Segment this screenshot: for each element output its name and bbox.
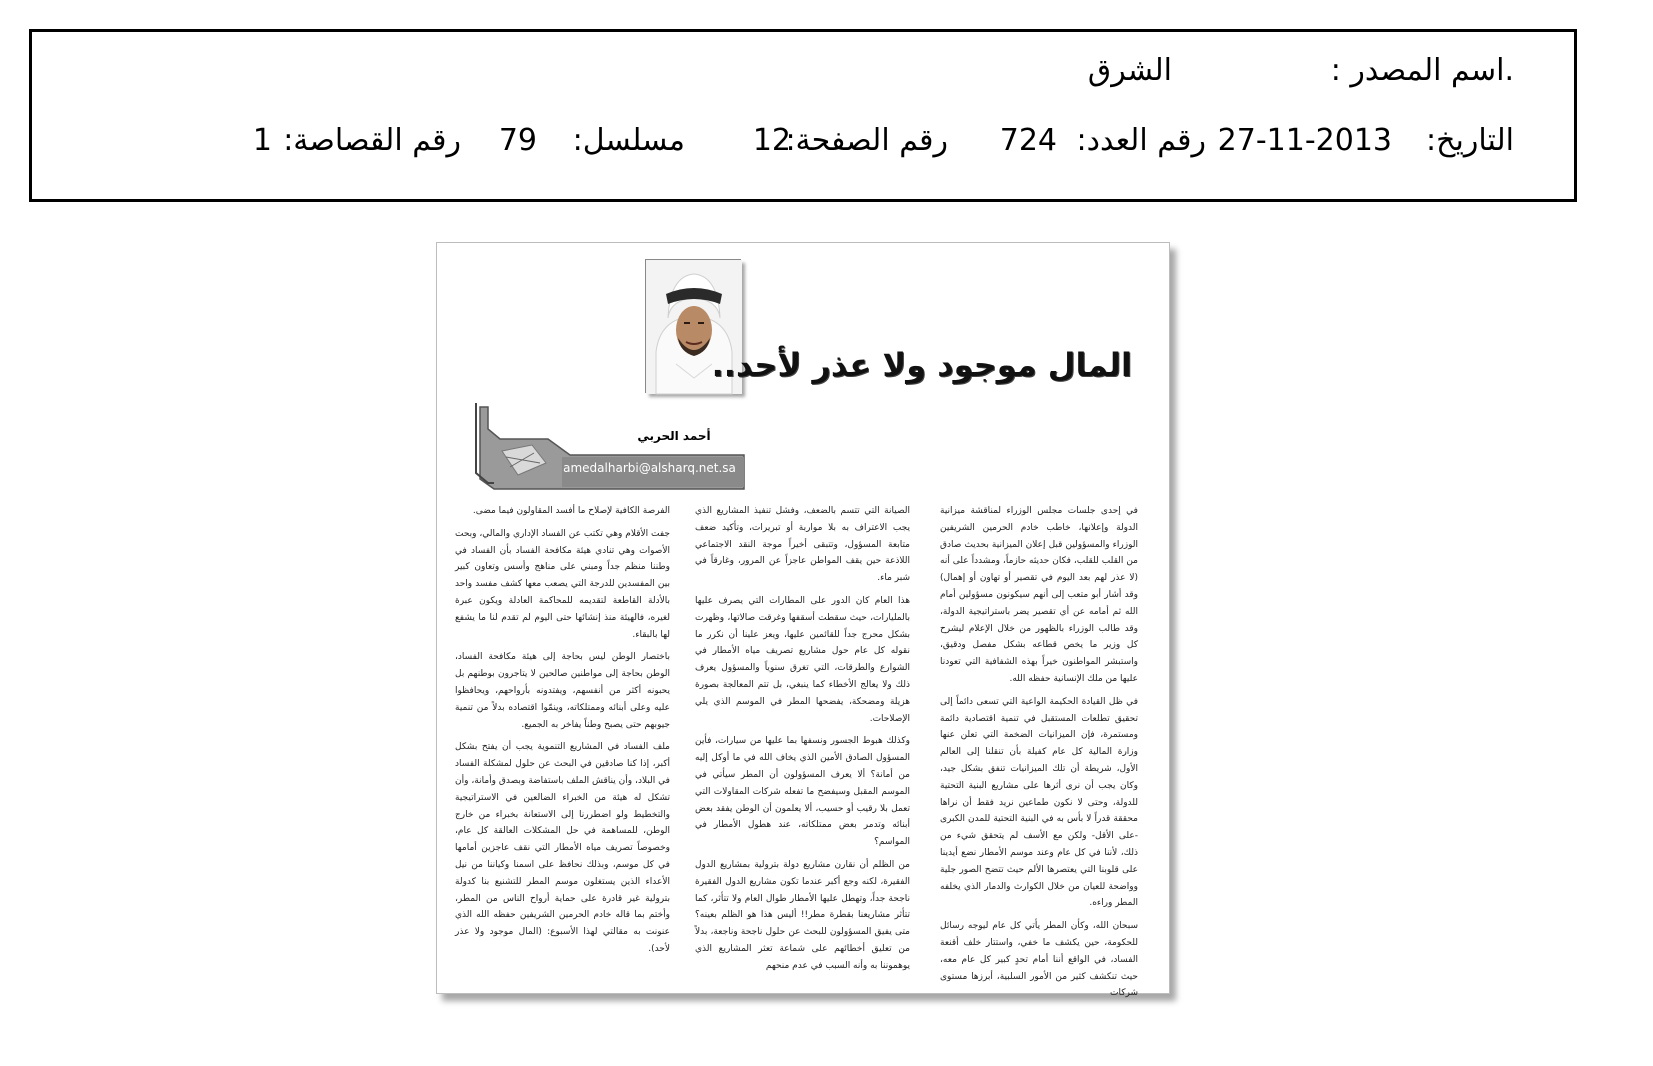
article-headline: المال موجود ولا عذر لأحد..	[711, 346, 1132, 384]
author-byline	[474, 401, 746, 493]
article-paragraph: ملف الفساد في المشاريع التنموية يجب أن يفتح بشكل أكبر، إذا كنا صادقين في البحث عن حلول لمشكلة الفساد في البلاد، وأن يناقش الملف باستفاضة وبصدق وأمانة، وأن تشكل له هيئة من الخبراء الضالعين في الاستراتيجية والتخطيط ولو اضطررنا إلى الاستعانة بخبراء من خارج الوطن، للمساهمة في حل المشكلات العالقة كل عام، وخصوصاً تصريف مياه الأمطار التي نقف عاجزين أمامها في كل موسم، وبذلك نحافظ على اسمنا وكياننا من نيل الأعداء الذين يستغلون موسم المطر للتشنيع بنا كدولة بترولية غير قادرة على حماية أرواح الناس من المطر، وأختم بما قاله خادم الحرمين الشريفين حفظه الله الذي عنونت به مقالتي لهذا الأسبوع: (المال موجود ولا عذر لأحد).	[455, 742, 670, 954]
article-paragraph: الصيانة التي تتسم بالضعف، وفشل تنفيذ المشاريع الذي يجب الاعتراف به بلا مواربة أو تبريرات، وتأكيد ضعف متابعة المسؤول، وتتبقى أخيراً موجة النقد الاجتماعي اللاذعة حين يقف المواطن عاجزاً عن المرور، وغارقاً في شبر ماء.	[695, 506, 910, 584]
page-label: رقم الصفحة:	[785, 123, 948, 158]
article-paragraph: في إحدى جلسات مجلس الوزراء لمناقشة ميزانية الدولة وإعلانها، خاطب خادم الحرمين الشريفين الوزراء والمسؤولين قبل إعلان الميزانية بحديث صادق من القلب للقلب، فكان حديثه حازماً، ومشدداً على أنه (لا عذر لهم بعد اليوم في تقصير أو تهاون أو إهمال) وقد أشار أبو متعب إلى أنهم سيكونون مسؤولين أمام الله ثم أمامه عن أي تقصير يضر باستراتيجية الدولة، وقد طالب الوزراء بالظهور من خلال الإعلام ليشرح كل وزير ما يخص قطاعه بشكل مفصل ودقيق، واستبشر المواطنون خيراً بهذه الشفافية التي تعودنا عليها من ملك الإنسانية حفظه الله.	[940, 506, 1138, 684]
clip-label: رقم القصاصة:	[283, 123, 461, 158]
article-paragraph: باختصار الوطن ليس بحاجة إلى هيئة مكافحة الفساد، الوطن بحاجة إلى مواطنين صالحين لا يتاجرون بوطنهم بل يحبونه أكثر من أنفسهم، ويفتدونه بأرواحهم، ويحافظوا عليه وعلى أبنائه وممتلكاته، وينمّوا اقتصاده بدلاً من تنمية جيوبهم حتى يصبح وطناً يفاخر به الجميع.	[455, 652, 670, 730]
serial-label: مسلسل:	[572, 123, 685, 158]
article-paragraph: الفرصة الكافية لإصلاح ما أفسد المقاولون فيما مضى.	[472, 506, 670, 516]
date-label: التاريخ:	[1426, 123, 1514, 158]
newspaper-clipping	[436, 242, 1170, 999]
article-paragraph: جفت الأقلام وهي تكتب عن الفساد الإداري والمالي، وبحت الأصوات وهي تنادي هيئة مكافحة الفساد بأن الفساد في وطننا منظم جداً ومبني على مناهج وأسس وتعاون كبير بين المفسدين للدرجة التي يصعب معها كشف مفسد واحد بالأدلة القاطعة لتقديمه للمحاكمة العادلة ويكون عبرة لغيره، فالهيئة منذ إنشائها حتى اليوم لم تقدم لنا ما يشفع لها بالبقاء.	[455, 528, 670, 640]
source-value: الشرق	[1087, 53, 1172, 88]
article-paragraph: هذا العام كان الدور على المطارات التي يصرف عليها بالمليارات، حيث سقطت أسقفها وغرقت صالاتها، وظهرت بشكل محرج جداً للقائمين عليها، ويعز علينا أن نكرر ما نقوله كل عام حول مشاريع تصريف مياه الأمطار في الشوارع والطرقات، التي تغرق سنوياً والمسؤول يعرف ذلك ولا يعالج الأخطاء كما ينبغي، بل تتم المعالجة بصورة هزيلة ومضحكة، يفضحها المطر في الموسم الذي يلي الإصلاحات.	[695, 595, 910, 724]
article-column-2	[695, 503, 910, 973]
date-value: 27-11-2013	[1217, 123, 1392, 158]
clipping-metadata-box	[29, 29, 1577, 202]
article-paragraph: في ظل القيادة الحكيمة الواعية التي تسعى دائماً إلى تحقيق تطلعات المستقبل في تنمية اقتصادية دائمة ومستمرة، فإن الميزانيات الضخمة التي تعلن عنها وزارة المالية كل عام كفيلة بأن تنقلنا إلى العالم الأول، شريطة أن تلك الميزانيات تنفق بشكل جيد، وكان يجب أن نرى أثرها على مشاريع البنية التحتية للدولة، وحتى لا نكون طماعين نريد فقط أن نراها محققة قدراً لا بأس به في البنية التحتية للمدن الكبرى -على الأقل- ولكن مع الأسف لم يتحقق شيء من ذلك، لأننا في كل عام وعند موسم الأمطار نضع أيدينا على قلوبنا التي يعتصرها الألم حيث تتضح الصور جلية وواضحة للعيان من خلال الكوارث والدمار الذي يخلفه المطر وراءه.	[940, 696, 1138, 909]
author-email: amedalharbi@alsharq.net.sa	[563, 461, 736, 475]
article-column-3	[455, 503, 670, 973]
article-paragraph: من الظلم أن نقارن مشاريع دولة بترولية بمشاريع الدول الفقيرة، لكنه وجع أكبر عندما تكون مشاريع الدول الفقيرة ناجحة جداً، وتهطل عليها الأمطار طوال العام ولا تتأثر، كما تتأثر مشاريعنا بقطرة مطر!! أليس هذا هو الظلم بعينه؟ متى يفيق المسؤولون للبحث عن حلول ناجحة وناجعة، بدلاً من تعليق أخطائهم على شماعة تعثر المشاريع الذي يوهموننا به وأنه السبب في عدم منحهم	[695, 859, 910, 971]
source-label: .اسم المصدر :	[1330, 53, 1514, 88]
serial-value: 79	[498, 123, 537, 158]
byline-frame-graphic	[474, 401, 746, 493]
article-paragraph: سبحان الله، وكأن المطر يأتي كل عام ليوجه رسائل للحكومة، حين يكشف ما خفي، واستتار خلف أقنعة الفساد، في الواقع أننا أمام تحدٍ كبير كل عام معه، حيث تنكشف كثير من الأمور السلبية، أبرزها مستوى شركات	[940, 921, 1138, 999]
page-value: 12	[752, 123, 791, 158]
issue-label: رقم العدد:	[1076, 123, 1206, 158]
author-name: أحمد الحربي	[637, 429, 711, 443]
issue-value: 724	[999, 123, 1057, 158]
article-paragraph: وكذلك هبوط الجسور ونسفها بما عليها من سيارات، فأين المسؤول الصادق الأمين الذي يخاف الله في ما أوكل إليه من أمانة؟ ألا يعرف المسؤولون أن المطر سيأتي في الموسم المقبل وسيفضح ما تفعله شركات المقاولات التي تعمل بلا رقيب أو حسيب، ألا يعلمون أن الوطن يفقد بعض أبنائه وتدمر بعض ممتلكاته، عند هطول الأمطار في المواسم؟	[695, 736, 910, 848]
clip-value: 1	[252, 123, 272, 158]
article-column-1	[940, 503, 1138, 999]
